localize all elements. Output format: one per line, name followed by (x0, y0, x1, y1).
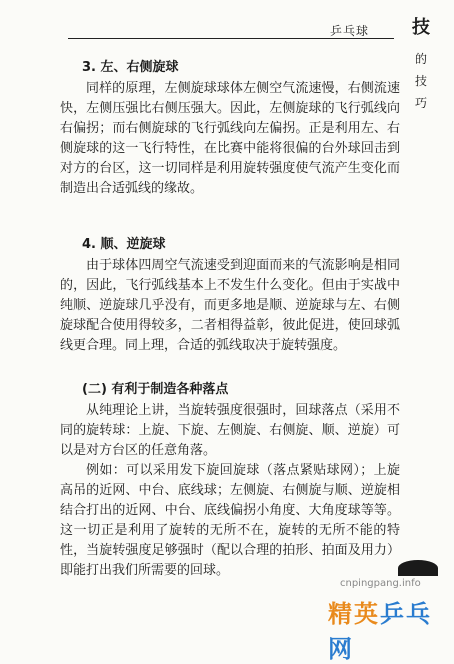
section-heading: (二) 有利于制造各种落点 (82, 382, 229, 397)
side-chapter-tab (410, 18, 432, 130)
watermark-url: cnpingpang.info (340, 578, 421, 589)
body-paragraph: 由于球体四周空气流速受到迎面而来的气流影响是相同的，因此，飞行弧线基本上不发生什么变化。但由于实战中纯顺、逆旋球几乎没有，而更多地是顺、逆旋球与左、右侧旋球配合使用得较多，二者相得益彰，彼此促进，使回球弧线更合理。同上理，合适的弧线取决于旋转强度。 (60, 258, 400, 353)
side-tab-char: 巧 (414, 96, 427, 110)
side-tab-char: 技 (412, 17, 430, 38)
page-body (60, 42, 400, 581)
watermark-logo (328, 594, 454, 664)
section-heading: 3. 左、右侧旋球 (82, 60, 179, 75)
running-header-title: 乒乓球 (330, 24, 370, 38)
side-tab-char: 的 (414, 52, 427, 66)
side-tab-char: 技 (414, 74, 427, 88)
page-number-tab (398, 560, 438, 576)
body-paragraph: 例如：可以采用发下旋回旋球（落点紧贴球网）；上旋高吊的近网、中台、底线球；左侧旋、右侧旋与顺、逆旋相结合打出的近网、中台、底线偏拐小角度、大角度球等等。这一切正是利用了旋转的无所不在，旋转的无所不能的特性，当旋转强度足够强时（配以合理的拍形、拍面及用力）即能打出我们所需要的回球。 (60, 463, 400, 578)
body-paragraph: 同样的原理，左侧旋球球体左侧空气流速慢，右侧流速快，左侧压强比右侧压强大。因此，左侧旋球的飞行弧线向右偏拐；而右侧旋球的飞行弧线向左偏拐。正是利用左、右侧旋球的这一飞行特性，在比赛中能将很偏的台外球回击到对方的台区，这一切同样是利用旋转强度使气流产生变化而制造出合适弧线的缘故。 (60, 81, 400, 196)
watermark-logo-part1: 精英 (328, 600, 380, 628)
watermark-logo-part2: 乒乓网 (328, 600, 432, 663)
body-paragraph: 从纯理论上讲，当旋转强度很强时，回球落点（采用不同的旋转球：上旋、下旋、左侧旋、右侧旋、顺、逆旋）可以是对方台区的任意角落。 (60, 403, 400, 458)
section-heading: 4. 顺、逆旋球 (82, 237, 166, 252)
